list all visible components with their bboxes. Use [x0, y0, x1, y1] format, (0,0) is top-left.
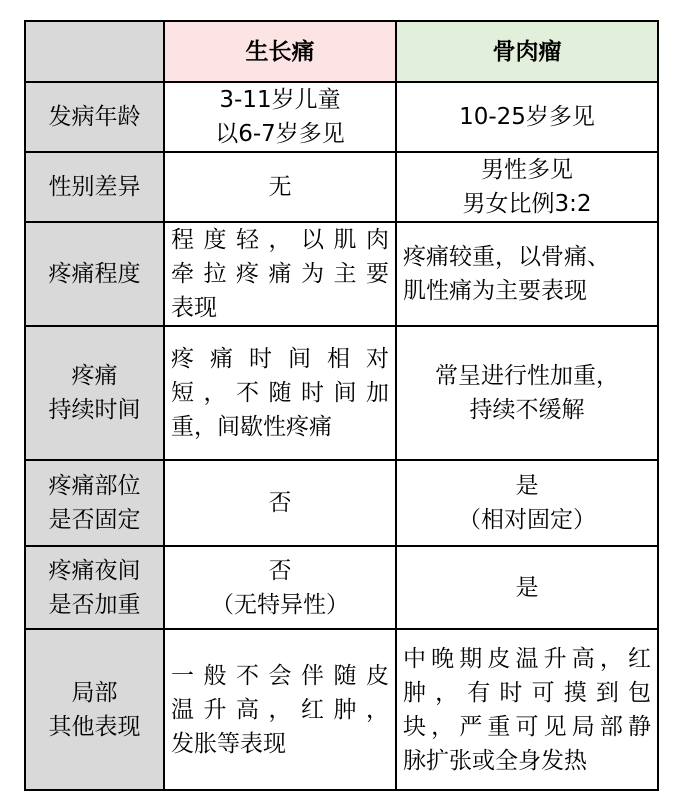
table-row — [25, 222, 658, 326]
growth-cell — [164, 326, 396, 460]
growth-line: 牵拉疼痛为主要 — [171, 261, 389, 287]
growth-line: 短，不随时间加 — [171, 380, 389, 406]
table-row — [25, 152, 658, 222]
osteo-line: 脉扩张或全身发热 — [403, 747, 587, 774]
growth-cell — [164, 460, 396, 546]
growth-line: 疼痛时间相对 — [171, 346, 389, 372]
table-row — [25, 629, 658, 790]
row-label-line: 是否固定 — [48, 507, 141, 533]
growth-line: （无特异性） — [211, 591, 349, 618]
header-row — [25, 21, 658, 82]
row-label — [25, 152, 164, 222]
osteo-line: 中晚期皮温升高，红 — [403, 645, 651, 672]
osteo-line: 男性多见 — [481, 157, 573, 183]
growth-line: 否 — [268, 490, 292, 516]
growth-line: 温升高，红肿， — [171, 696, 389, 723]
growth-cell — [164, 222, 396, 326]
osteo-cell — [396, 326, 658, 460]
table-row — [25, 460, 658, 546]
osteo-line: 疼痛较重，以骨痛、 — [403, 244, 610, 270]
osteo-cell — [396, 460, 658, 546]
table-row — [25, 326, 658, 460]
corner-cell — [25, 21, 164, 82]
growth-cell — [164, 82, 396, 152]
osteo-cell — [396, 546, 658, 629]
row-label-line: 疼痛 — [71, 363, 118, 389]
growth-cell — [164, 152, 396, 222]
table-row — [25, 546, 658, 629]
osteo-line: 块，严重可见局部静 — [403, 713, 651, 740]
row-label — [25, 82, 164, 152]
osteo-line: 肌性痛为主要表现 — [403, 278, 587, 304]
osteo-line: 男女比例3:2 — [462, 191, 592, 217]
growth-line: 表现 — [171, 295, 217, 321]
growth-line: 一般不会伴随皮 — [171, 662, 389, 689]
osteo-line: 是 — [515, 574, 539, 601]
osteo-line: 肿，有时可摸到包 — [403, 679, 651, 706]
row-label — [25, 326, 164, 460]
table-row — [25, 82, 658, 152]
growth-line: 3-11岁儿童 — [219, 87, 341, 113]
header-osteosarcoma: 骨肉瘤 — [396, 21, 658, 82]
growth-line: 以6-7岁多见 — [215, 121, 345, 147]
growth-line: 否 — [268, 557, 292, 584]
row-label — [25, 629, 164, 790]
growth-line: 发胀等表现 — [171, 730, 286, 757]
row-label-line: 疼痛程度 — [48, 261, 141, 287]
row-label-line: 疼痛部位 — [48, 473, 141, 499]
row-label-line: 发病年龄 — [48, 104, 141, 130]
growth-line: 无 — [268, 174, 292, 200]
osteo-line: 10-25岁多见 — [459, 104, 595, 130]
osteo-cell — [396, 222, 658, 326]
osteo-line: 持续不缓解 — [469, 397, 585, 423]
osteo-cell — [396, 82, 658, 152]
osteo-cell — [396, 152, 658, 222]
growth-cell — [164, 629, 396, 790]
row-label-line: 持续时间 — [48, 397, 141, 423]
row-label — [25, 546, 164, 629]
growth-cell — [164, 546, 396, 629]
comparison-table — [24, 20, 659, 791]
osteo-cell — [396, 629, 658, 790]
growth-line: 重，间歇性疼痛 — [171, 414, 332, 440]
row-label-line: 性别差异 — [48, 174, 141, 200]
osteo-line: （相对固定） — [458, 507, 596, 533]
row-label-line: 其他表现 — [48, 713, 141, 740]
osteo-line: 是 — [515, 473, 539, 499]
row-label-line: 是否加重 — [48, 591, 141, 618]
row-label — [25, 460, 164, 546]
osteo-line: 常呈进行性加重， — [435, 363, 619, 389]
growth-line: 程度轻，以肌肉 — [171, 227, 389, 253]
row-label — [25, 222, 164, 326]
row-label-line: 疼痛夜间 — [48, 557, 141, 584]
row-label-line: 局部 — [71, 679, 118, 706]
header-growth-pain: 生长痛 — [164, 21, 396, 82]
